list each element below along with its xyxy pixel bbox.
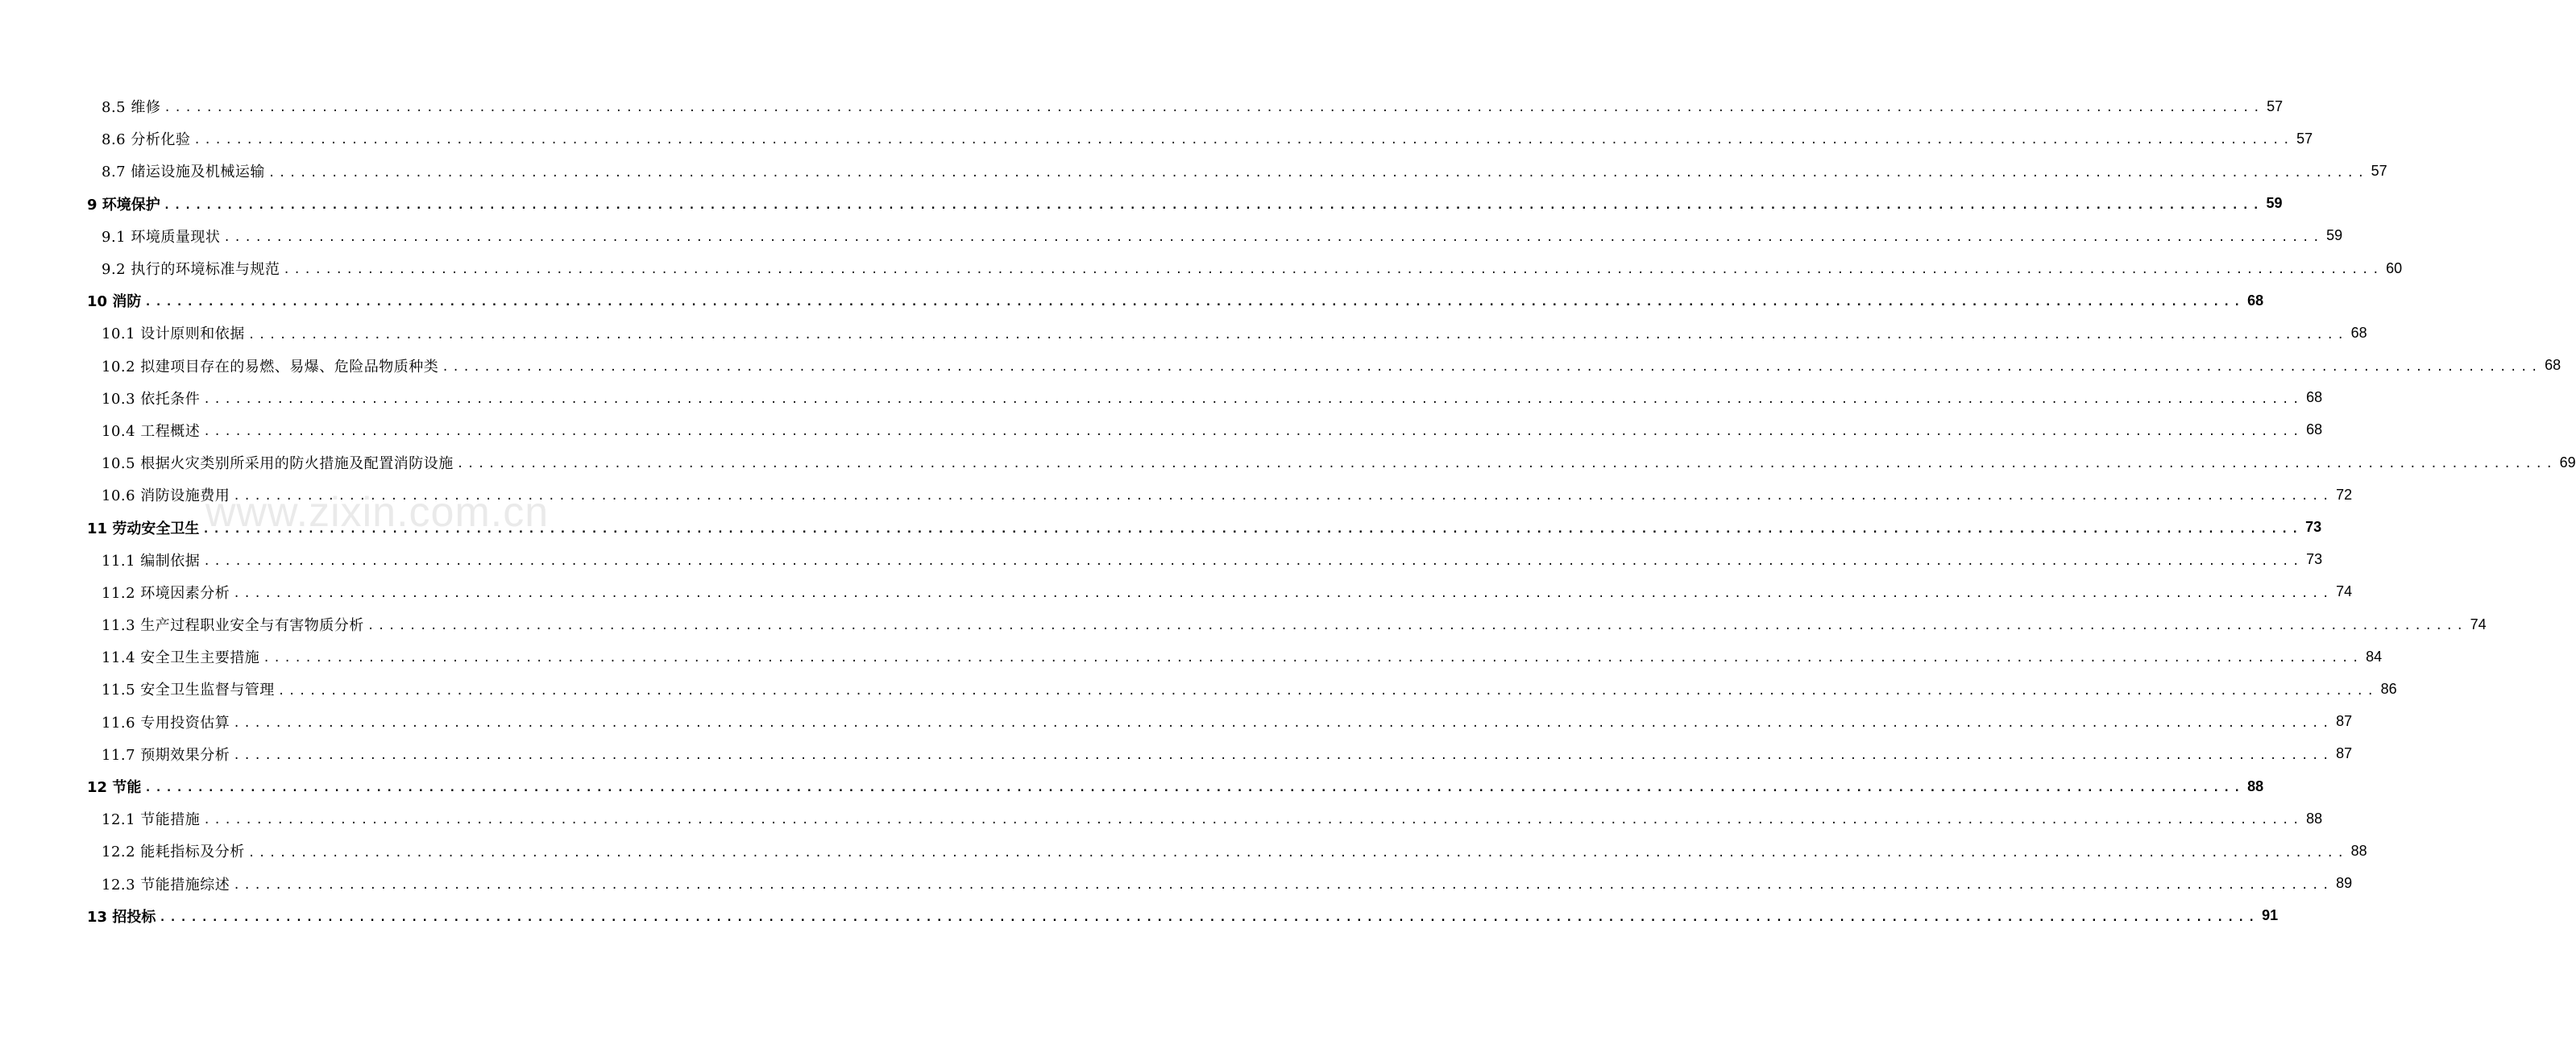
toc-leader-dots: ........................................................................................................................................................................................................ [247, 846, 2348, 860]
toc-entry-page-number: 74 [2336, 583, 2353, 600]
toc-entry-page-number: 57 [2296, 130, 2313, 147]
toc-entry-title: 11.1 编制依据 [102, 552, 201, 570]
toc-entry-page-number: 68 [2545, 357, 2561, 374]
toc-section-entry[interactable] [0, 317, 2367, 349]
toc-entry-page-number: 74 [2470, 616, 2487, 632]
toc-section-entry[interactable] [0, 446, 2576, 479]
toc-chapter-entry[interactable] [0, 511, 2322, 543]
toc-entry-page-number: 91 [2262, 907, 2279, 924]
toc-leader-dots: ........................................................................................................................................................................................................ [193, 134, 2294, 147]
toc-entry-title: 12.3 节能措施综述 [102, 876, 230, 894]
toc-section-entry[interactable] [0, 252, 2403, 284]
toc-entry-title: 11.2 环境因素分析 [102, 584, 230, 602]
toc-section-entry[interactable] [0, 382, 2323, 414]
toc-entry-title: 9 环境保护 [87, 196, 160, 214]
toc-entry-page-number: 68 [2247, 292, 2264, 309]
toc-entry-title: 9.2 执行的环境标准与规范 [102, 261, 280, 279]
toc-section-entry[interactable] [0, 608, 2487, 641]
toc-entry-title: 11 劳动安全卫生 [87, 520, 200, 537]
toc-section-entry[interactable] [0, 673, 2397, 705]
toc-entry-title: 10.4 工程概述 [102, 422, 201, 440]
toc-entry-page-number: 86 [2380, 680, 2397, 697]
toc-section-entry[interactable] [0, 641, 2383, 673]
toc-leader-dots: ........................................................................................................................................................................................................ [203, 392, 2304, 406]
toc-entry-page-number: 87 [2336, 713, 2353, 730]
toc-section-entry[interactable] [0, 738, 2353, 770]
toc-leader-dots: ........................................................................................................................................................................................................ [144, 782, 2245, 795]
toc-leader-dots: ........................................................................................................................................................................................................ [268, 166, 2368, 180]
toc-leader-dots: ........................................................................................................................................................................................................ [283, 263, 2383, 277]
toc-entry-page-number: 68 [2306, 389, 2323, 406]
toc-entry-title: 11.5 安全卫生监督与管理 [102, 682, 275, 699]
toc-leader-dots: ........................................................................................................................................................................................................ [277, 684, 2378, 698]
toc-leader-dots: ........................................................................................................................................................................................................ [233, 878, 2333, 892]
toc-section-entry[interactable] [0, 706, 2353, 738]
toc-section-entry[interactable] [0, 479, 2353, 511]
toc-leader-dots: ........................................................................................................................................................................................................ [164, 102, 2264, 115]
toc-entry-title: 10.3 依托条件 [102, 390, 201, 408]
toc-entry-title: 10.6 消防设施费用 [102, 487, 230, 505]
toc-leader-dots: ........................................................................................................................................................................................................ [163, 198, 2263, 212]
toc-section-entry[interactable] [0, 414, 2323, 446]
toc-leader-dots: ........................................................................................................................................................................................................ [442, 360, 2542, 374]
toc-leader-dots: ........................................................................................................................................................................................................ [203, 814, 2304, 827]
toc-section-entry[interactable] [0, 122, 2313, 155]
toc-entry-title: 12 节能 [87, 779, 142, 797]
toc-leader-dots: ........................................................................................................................................................................................................ [233, 587, 2333, 600]
toc-entry-page-number: 68 [2350, 324, 2367, 341]
toc-entry-title: 8.7 储运设施及机械运输 [102, 164, 265, 181]
toc-section-entry[interactable] [0, 576, 2353, 608]
toc-chapter-entry[interactable] [0, 900, 2279, 932]
toc-entry-page-number: 59 [2326, 227, 2343, 244]
toc-entry-page-number: 69 [2559, 454, 2576, 471]
toc-entry-title: 11.4 安全卫生主要措施 [102, 649, 260, 667]
toc-entry-page-number: 88 [2306, 810, 2323, 827]
toc-entry-page-number: 87 [2336, 745, 2353, 762]
table-of-contents [0, 90, 2576, 932]
toc-entry-title: 10.2 拟建项目存在的易燃、易爆、危险品物质种类 [102, 358, 439, 375]
toc-entry-page-number: 84 [2366, 648, 2383, 665]
toc-entry-page-number: 57 [2267, 97, 2284, 114]
toc-entry-title: 13 招投标 [87, 908, 156, 926]
toc-entry-page-number: 89 [2336, 875, 2353, 892]
toc-section-entry[interactable] [0, 350, 2561, 382]
toc-entry-title: 10.1 设计原则和依据 [102, 325, 245, 343]
toc-entry-title: 10.5 根据火灾类别所采用的防火措施及配置消防设施 [102, 455, 454, 473]
toc-entry-title: 8.6 分析化验 [102, 131, 191, 149]
toc-entry-page-number: 57 [2371, 162, 2387, 179]
toc-entry-title: 12.1 节能措施 [102, 811, 201, 829]
toc-section-entry[interactable] [0, 802, 2323, 835]
toc-leader-dots: ........................................................................................................................................................................................................ [247, 328, 2348, 342]
toc-entry-title: 11.3 生产过程职业安全与有害物质分析 [102, 617, 364, 635]
toc-entry-page-number: 60 [2386, 259, 2403, 276]
toc-leader-dots: ........................................................................................................................................................................................................ [203, 425, 2304, 439]
toc-leader-dots: ........................................................................................................................................................................................................ [233, 490, 2333, 504]
toc-section-entry[interactable] [0, 835, 2367, 867]
toc-entry-page-number: 68 [2306, 421, 2323, 438]
toc-leader-dots: ........................................................................................................................................................................................................ [144, 296, 2245, 309]
toc-entry-title: 11.7 预期效果分析 [102, 746, 230, 764]
toc-entry-page-number: 72 [2336, 486, 2353, 503]
toc-leader-dots: ........................................................................................................................................................................................................ [456, 458, 2557, 471]
toc-entry-page-number: 73 [2306, 551, 2323, 568]
toc-entry-title: 12.2 能耗指标及分析 [102, 844, 245, 861]
toc-entry-title: 8.5 维修 [102, 99, 161, 117]
toc-entry-page-number: 59 [2266, 195, 2283, 212]
toc-chapter-entry[interactable] [0, 770, 2264, 802]
toc-leader-dots: ........................................................................................................................................................................................................ [159, 910, 2259, 924]
toc-leader-dots: ........................................................................................................................................................................................................ [367, 620, 2467, 633]
toc-chapter-entry[interactable] [0, 284, 2264, 317]
toc-section-entry[interactable] [0, 220, 2343, 252]
toc-leader-dots: ........................................................................................................................................................................................................ [223, 230, 2324, 244]
toc-leader-dots: ........................................................................................................................................................................................................ [202, 522, 2303, 536]
toc-entry-title: 11.6 专用投资估算 [102, 714, 230, 732]
toc-chapter-entry[interactable] [0, 188, 2283, 220]
toc-section-entry[interactable] [0, 868, 2353, 900]
toc-leader-dots: ........................................................................................................................................................................................................ [233, 716, 2333, 730]
toc-leader-dots: ........................................................................................................................................................................................................ [203, 554, 2304, 568]
toc-entry-title: 10 消防 [87, 293, 142, 311]
toc-entry-page-number: 73 [2305, 519, 2322, 536]
toc-leader-dots: ........................................................................................................................................................................................................ [233, 748, 2333, 762]
toc-section-entry[interactable] [0, 155, 2387, 187]
toc-section-entry[interactable] [0, 90, 2284, 122]
toc-entry-title: 9.1 环境质量现状 [102, 228, 221, 246]
toc-section-entry[interactable] [0, 544, 2323, 576]
toc-leader-dots: ........................................................................................................................................................................................................ [263, 652, 2363, 665]
toc-entry-page-number: 88 [2247, 777, 2264, 794]
toc-entry-page-number: 88 [2350, 842, 2367, 859]
watermark: www.zixin.com.cn [205, 489, 550, 536]
